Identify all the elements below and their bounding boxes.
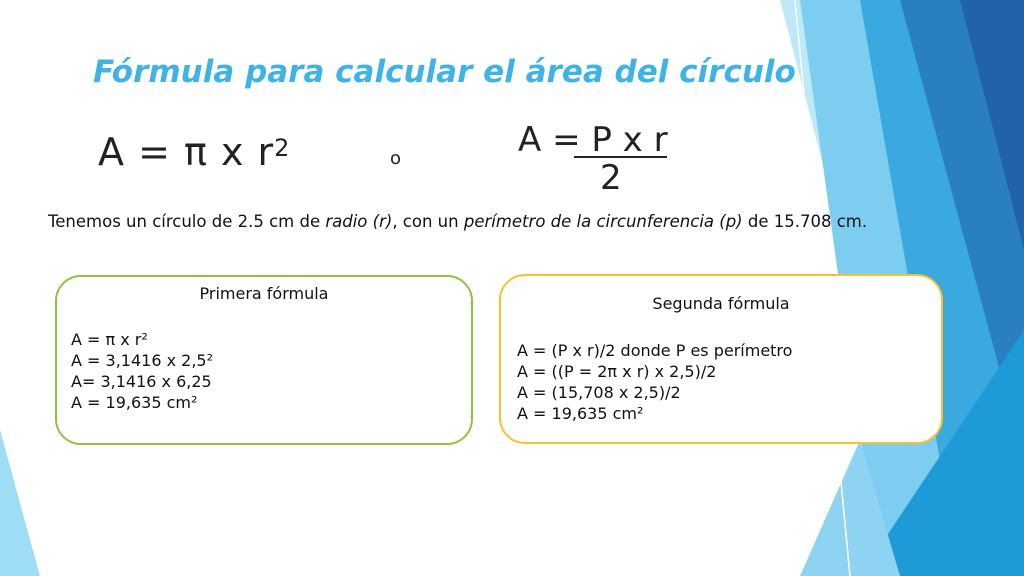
formula-area-perimeter bbox=[518, 120, 668, 160]
statement-part3: de 15.708 cm. bbox=[742, 212, 868, 231]
fraction-numerator: A = P x r bbox=[518, 120, 668, 160]
connector-or: o bbox=[390, 148, 402, 169]
first-formula-box bbox=[55, 275, 473, 445]
fraction-denominator: 2 bbox=[600, 158, 622, 198]
first-formula-steps bbox=[71, 329, 213, 413]
step-line: A = 19,635 cm² bbox=[517, 404, 644, 423]
step-line: A = ((P = 2π x r) x 2,5)/2 bbox=[517, 362, 717, 381]
statement-part1: Tenemos un círculo de 2.5 cm de bbox=[48, 212, 326, 231]
left-corner-shape bbox=[0, 430, 40, 576]
step-line: A = π x r² bbox=[71, 330, 148, 349]
step-line: A = 19,635 cm² bbox=[71, 393, 198, 412]
step-line: A = 3,1416 x 2,5² bbox=[71, 351, 214, 370]
formula-exponent: 2 bbox=[274, 134, 291, 162]
problem-statement bbox=[48, 212, 867, 231]
step-line: A = (15,708 x 2,5)/2 bbox=[517, 383, 681, 402]
second-formula-box bbox=[499, 274, 943, 444]
first-formula-title: Primera fórmula bbox=[199, 284, 329, 303]
formula-area-pi-text: A = π x r bbox=[98, 130, 275, 174]
second-formula-steps bbox=[517, 340, 792, 424]
second-formula-title: Segunda fórmula bbox=[652, 294, 790, 313]
slide-title: Fórmula para calcular el área del círculo bbox=[93, 54, 796, 90]
statement-perimetro: perímetro de la circunferencia (p) bbox=[463, 212, 743, 231]
step-line: A = (P x r)/2 donde P es perímetro bbox=[517, 341, 793, 360]
statement-part2: , con un bbox=[392, 212, 464, 231]
statement-radio: radio (r) bbox=[325, 212, 393, 231]
formula-area-pi bbox=[98, 130, 290, 174]
step-line: A= 3,1416 x 6,25 bbox=[71, 372, 212, 391]
